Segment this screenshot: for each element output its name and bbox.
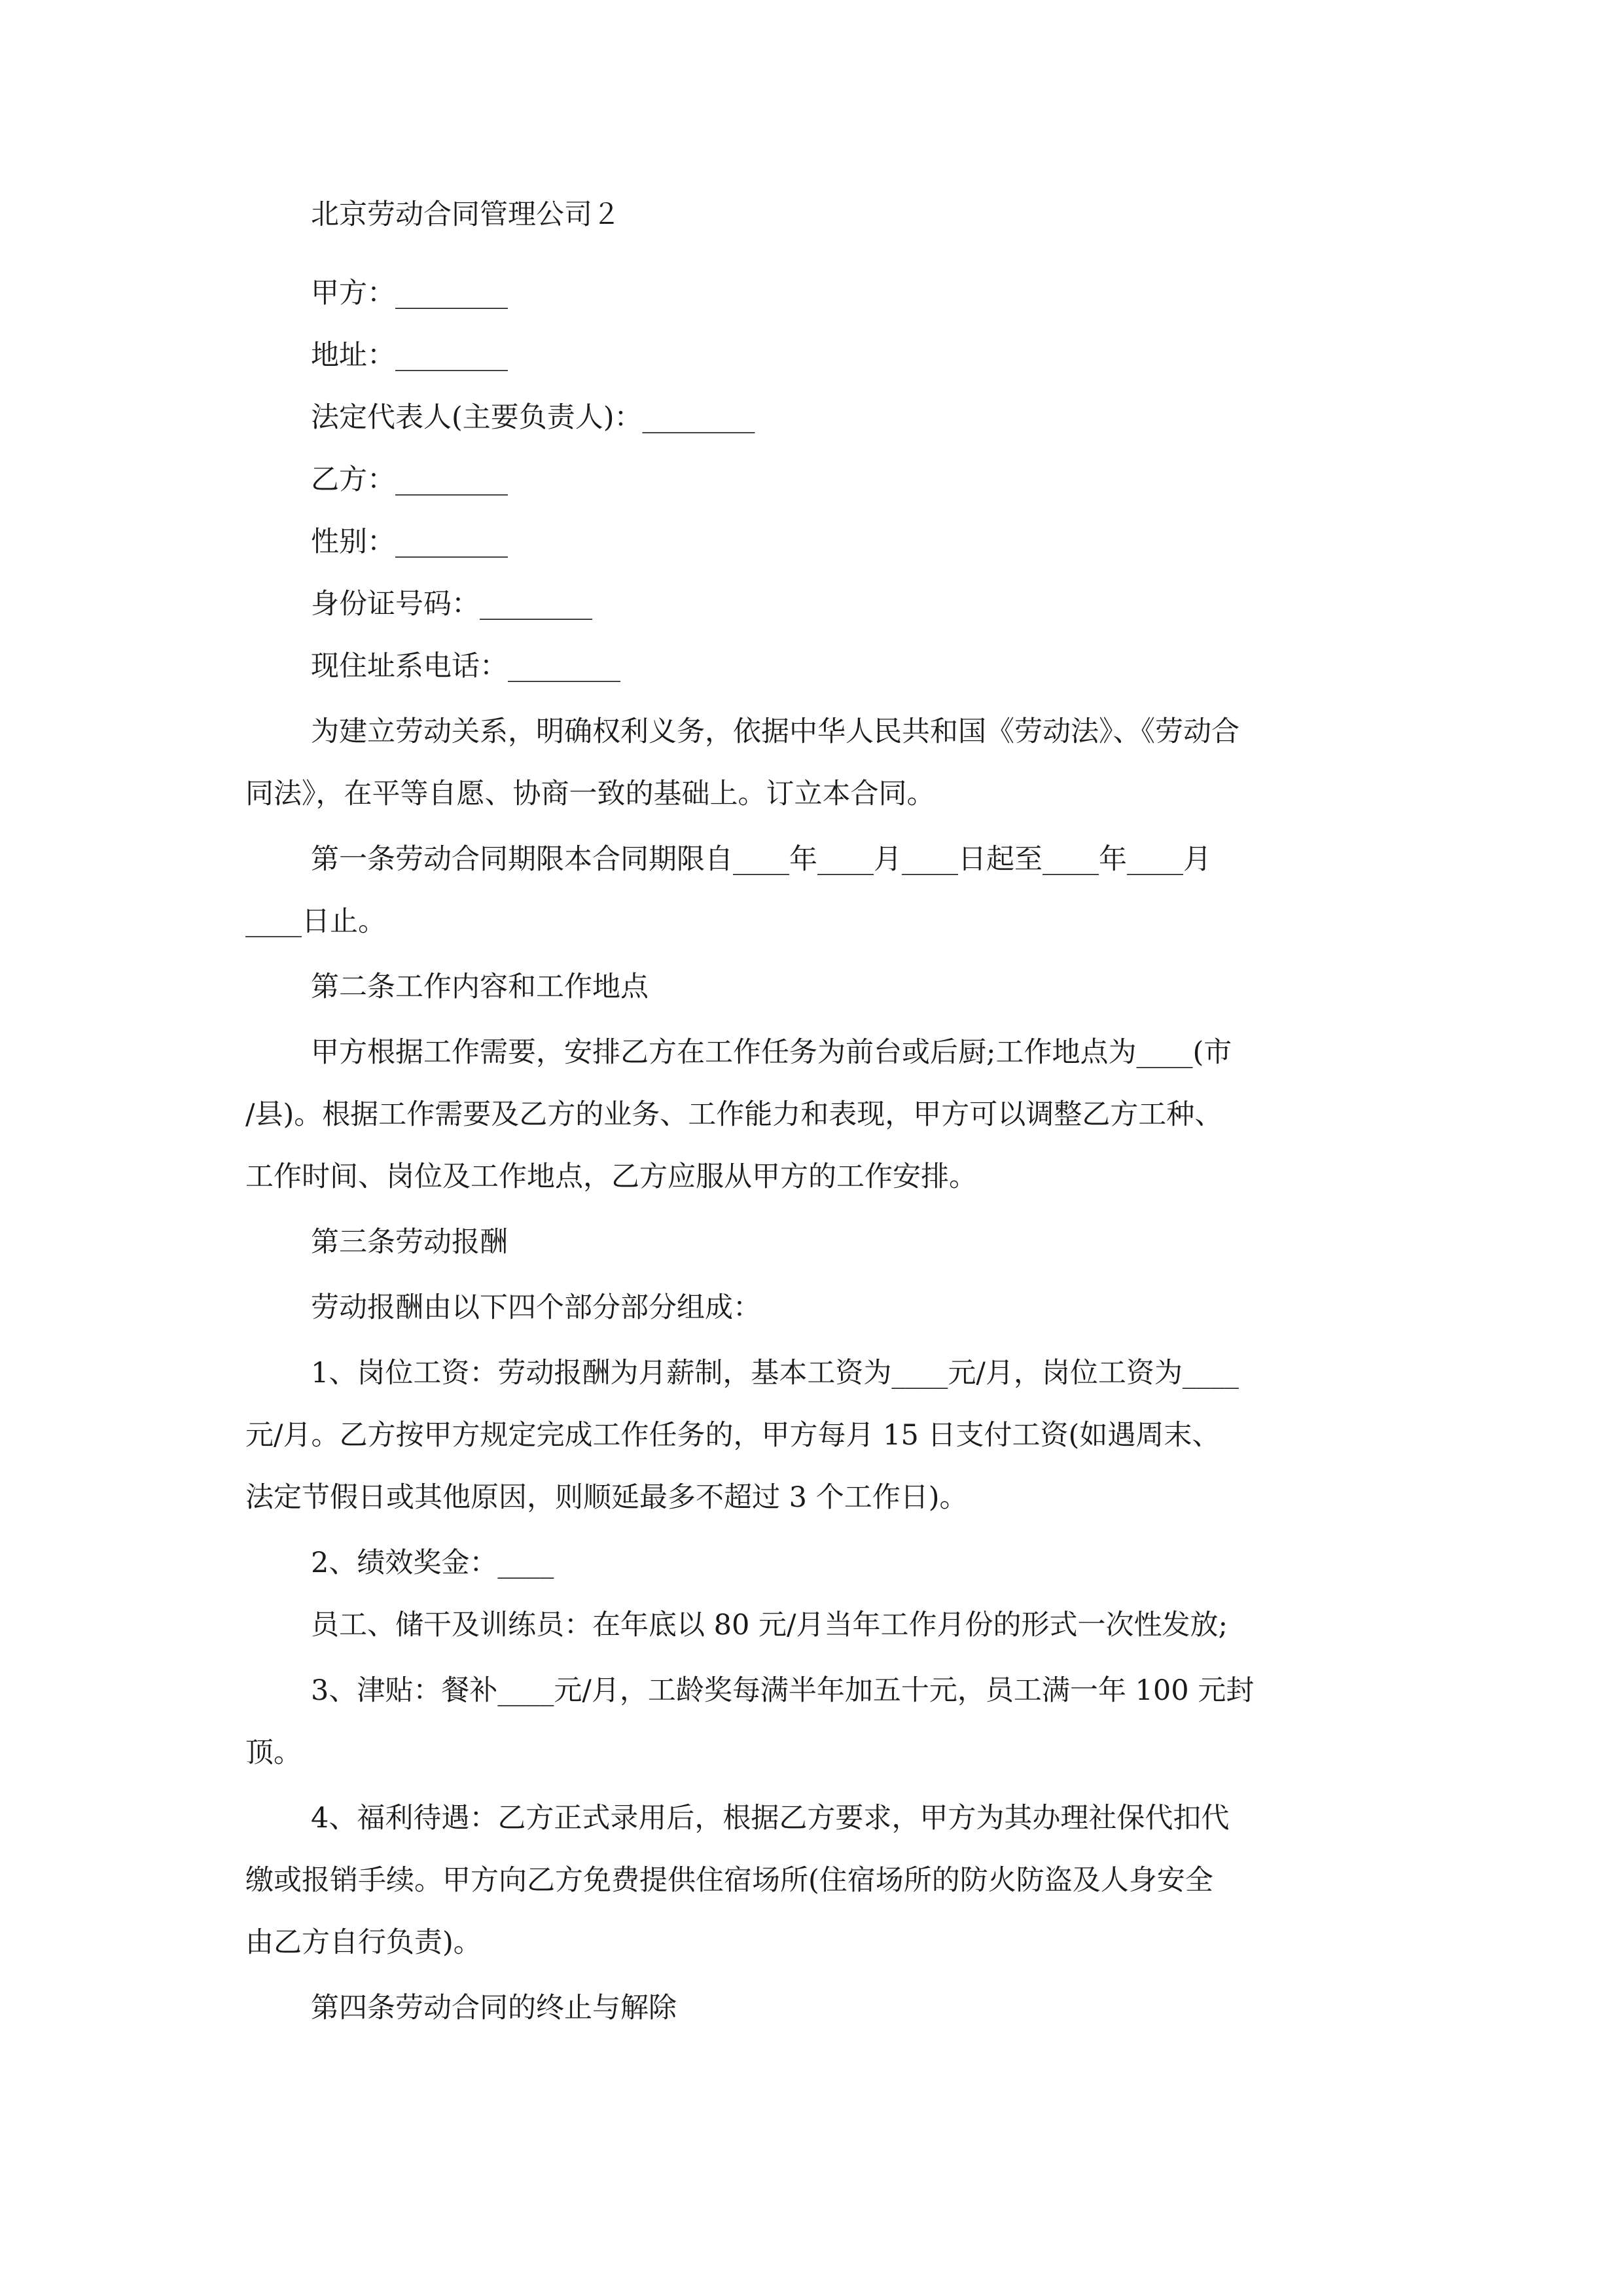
article-3-line: 员工、储干及训练员：在年底以 80 元/月当年工作月份的形式一次性发放; (311, 1609, 1228, 1641)
article-2-line: 甲方根据工作需要，安排乙方在工作任务为前台或后厨;工作地点为____(市 (311, 1036, 1232, 1069)
article-1-line: ____日止。 (245, 905, 386, 938)
article-4-heading: 第四条劳动合同的终止与解除 (311, 1992, 677, 2024)
field-address-phone: 现住址系电话：________ (311, 650, 620, 683)
article-2-heading: 第二条工作内容和工作地点 (311, 971, 649, 1003)
article-1-line: 第一条劳动合同期限本合同期限自____年____月____日起至____年____月 (311, 843, 1211, 876)
article-3-line: 缴或报销手续。甲方向乙方免费提供住宿场所(住宿场所的防火防盗及人身安全 (245, 1864, 1213, 1897)
article-3-line: 顶。 (245, 1736, 302, 1769)
article-3-line: 2、绩效奖金：____ (311, 1547, 554, 1579)
paragraph-line: 为建立劳动关系，明确权利义务，依据中华人民共和国《劳动法》、《劳动合 (311, 715, 1240, 748)
document-title: 北京劳动合同管理公司２ (311, 198, 620, 231)
article-3-heading: 第三条劳动报酬 (311, 1226, 508, 1259)
paragraph-line: 同法》，在平等自愿、协商一致的基础上。订立本合同。 (245, 778, 935, 810)
field-gender: 性别：________ (311, 526, 508, 558)
field-id-number: 身份证号码：________ (311, 588, 592, 620)
article-3-line: 3、津贴：餐补____元/月，工龄奖每满半年加五十元，员工满一年 100 元封 (311, 1674, 1255, 1707)
article-3-line: 劳动报酬由以下四个部分部分组成： (311, 1291, 761, 1324)
article-3-line: 4、福利待遇：乙方正式录用后，根据乙方要求，甲方为其办理社保代扣代 (311, 1802, 1230, 1835)
field-party-b: 乙方：________ (311, 463, 508, 496)
article-3-line: 1、岗位工资：劳动报酬为月薪制，基本工资为____元/月，岗位工资为____ (311, 1357, 1239, 1390)
article-2-line: /县)。根据工作需要及乙方的业务、工作能力和表现，甲方可以调整乙方工种、 (245, 1098, 1223, 1131)
article-3-line: 元/月。乙方按甲方规定完成工作任务的，甲方每月 15 日支付工资(如遇周末、 (245, 1419, 1221, 1452)
article-2-line: 工作时间、岗位及工作地点，乙方应服从甲方的工作安排。 (245, 1160, 977, 1193)
field-address: 地址：________ (311, 339, 508, 372)
field-party-a: 甲方：________ (311, 277, 508, 310)
article-3-line: 由乙方自行负责)。 (245, 1926, 482, 1959)
field-legal-representative: 法定代表人(主要负责人)：________ (311, 401, 755, 434)
article-3-line: 法定节假日或其他原因，则顺延最多不超过 3 个工作日)。 (245, 1481, 968, 1514)
